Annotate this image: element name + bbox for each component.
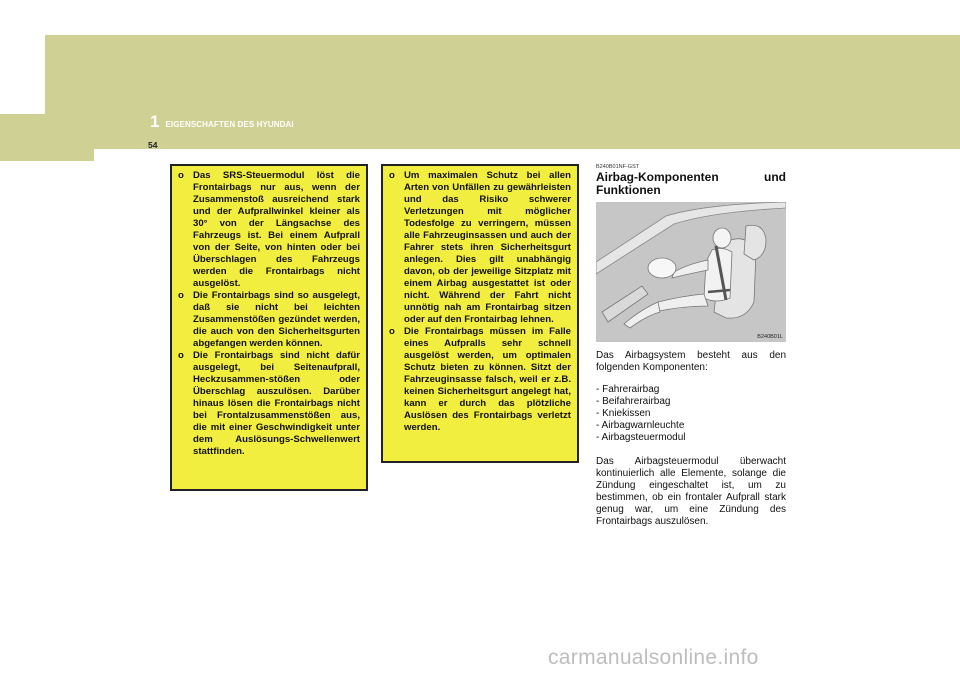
warning-box-middle <box>381 164 579 463</box>
list-item: - Fahrerairbag <box>596 384 660 395</box>
warning-text: Das SRS-Steuermodul löst die Frontairbags nur aus, wenn der Zusammenstoß ausreichend stark und der Aufprallwinkel kleiner als 30° von der Längsachse des Fahrzeugs ist. Bei einem Aufprall von der Seite, von hinten oder bei Überschlagen des Fahrzeugs werden die Frontairbags nicht ausgelöst. <box>193 170 360 289</box>
warning-item <box>389 170 571 326</box>
bullet: o <box>178 350 184 361</box>
intro-text: Das Airbagsystem besteht aus den folgenden Komponenten: <box>596 350 786 373</box>
warning-text: Die Frontairbags sind so ausgelegt, daß sie nicht bei leichten Zusammenstößen gezündet werden, die auch von den Sicherheitsgurten abgefangen werden können. <box>193 290 360 349</box>
bullet: o <box>178 290 184 301</box>
bullet: o <box>389 170 395 181</box>
list-item: - Beifahrerairbag <box>596 396 671 407</box>
bullet: o <box>178 170 184 181</box>
header-tab <box>0 114 94 161</box>
chapter-number: 1 <box>150 112 160 131</box>
bullet: o <box>389 326 395 337</box>
section-title-line1: Airbag-Komponenten und <box>596 170 786 184</box>
airbag-illustration <box>596 202 786 342</box>
section-title-line2: Funktionen <box>596 183 661 197</box>
page-number: 54 <box>148 140 158 150</box>
chapter-header <box>150 112 294 132</box>
list-item: - Airbagwarnleuchte <box>596 420 685 431</box>
control-module-paragraph: Das Airbagsteuermodul überwacht kontinuierlich alle Elemente, solange die Zündung eingeschaltet ist, um zu bestimmen, ob ein frontaler Aufprall stark genug war, um eine Zündung des Frontairbags auszulösen. <box>596 456 786 527</box>
section-code: B240B01NF-GST <box>596 164 640 170</box>
warning-item <box>178 350 360 458</box>
warning-item <box>178 170 360 290</box>
watermark: carmanualsonline.info <box>548 646 759 669</box>
warning-box-left <box>170 164 368 491</box>
warning-item <box>389 326 571 434</box>
warning-text: Um maximalen Schutz bei allen Arten von Unfällen zu gewährleisten und das Risiko schwerer Verletzungen mit möglicher Todesfolge zu verringern, müssen alle Fahrzeuginsassen und auch der Fahrer stets ihren Sicherheitsgurt anlegen. Dies gilt unabhängig davon, ob der jeweilige Sitzplatz mit einem Airbag ausgestattet ist oder nicht. Während der Fahrt nicht unnötig nah am Frontairbag sitzen oder auf den Frontairbag lehnen. <box>404 170 571 325</box>
airbag-occupant-drawing <box>596 202 786 342</box>
list-item: - Kniekissen <box>596 408 651 419</box>
airbag-components-section <box>596 164 786 528</box>
figure-code: B240B01L <box>757 334 783 340</box>
list-item: - Airbagsteuermodul <box>596 432 686 443</box>
warning-text: Die Frontairbags müssen im Falle eines Aufpralls sehr schnell ausgelöst werden, um optimalen Schutz bieten zu können. Sitzt der Fahrzeuginsasse falsch, weil er z.B. keinen Sicherheitsgurt angelegt hat, kann er durch das plötzliche Auslösen des Frontairbags verletzt werden. <box>404 326 571 433</box>
components-list <box>596 384 786 444</box>
warning-item <box>178 290 360 350</box>
chapter-title: EIGENSCHAFTEN DES HYUNDAI <box>165 120 294 129</box>
warning-text: Die Frontairbags sind nicht dafür ausgelegt, bei Seitenaufprall, Heckzusammen-stößen oder Überschlag auszulösen. Darüber hinaus lösen die Frontairbags nicht bei Frontalzusammenstößen aus, die mit einer Geschwindigkeit unter dem Auslösungs-Schwellenwert stattfinden. <box>193 350 360 457</box>
